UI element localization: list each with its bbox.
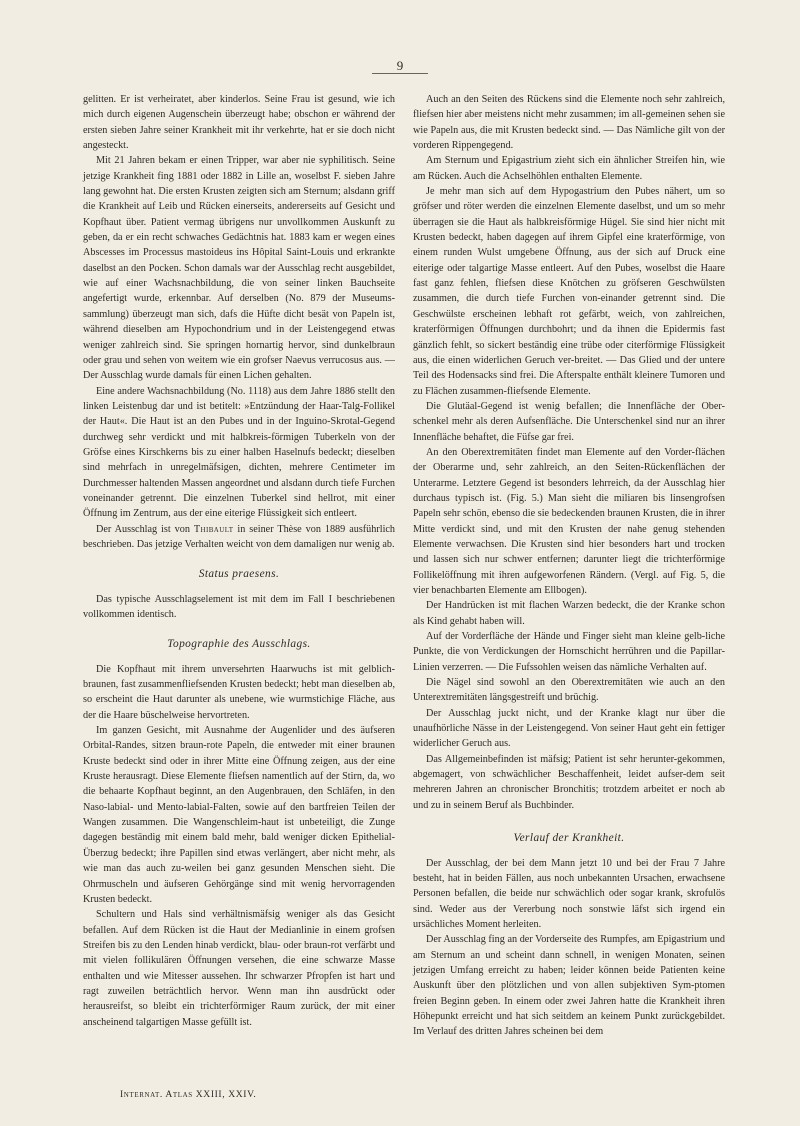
paragraph: Am Sternum und Epigastrium zieht sich ein ähnlicher Streifen hin, wie am Rücken. Auch die Achselhöhlen enthalten Elemente. — [413, 155, 725, 182]
paragraph: Der Ausschlag fing an der Vorderseite des Rumpfes, am Epigastrium und am Sternum an und scheint dann schnell, in wenigen Monaten, seinen jetzigen Umfang erreicht zu haben; leider können beide Patienten keine Auskunft über den plötzlichen und von allen subjektiven Sym-ptomen freien Beginn geben. In einem oder zwei Jahren hatte die Krankheit ihren Höhepunkt erreicht und hat sich seitdem an keinem Punkt zurückgebildet. Im Verlauf des dritten Jahres scheinen bei dem — [413, 934, 725, 1038]
paragraph: An den Oberextremitäten findet man Elemente auf den Vorder-flächen der Oberarme und, sehr zahlreich, an den Seiten-Rückenflächen der Unterarme. Letztere Gegend ist besonders lehrreich, da der Ausschlag hier durchaus typisch ist. (Fig. 5.) Man sieht die miliaren bis linsengrofsen Papeln sehr schön, ebenso die sie bedeckenden braunen Krusten, die in ihrer Mitte verdickt sind, und mit den Krusten der nahe genug stehenden Elemente verwachsen. Die Krusten sind hier besonders hart und trocken und lassen sich nur schwer entfernen; darunter liegt die trichterförmige Follikelöffnung mit ihren aufgeworfenen Rändern. (Vergl. auf Fig. 5, die vier benachbarten Elemente am Ellbogen). — [413, 446, 725, 596]
paragraph: Im ganzen Gesicht, mit Ausnahme der Augenlider und des äufseren Orbital-Randes, sitzen braun-rote Papeln, die entweder mit einer braunen Kruste bedeckt sind oder in ihrer Mitte eine Öffnung zeigen, aus der eine Kruste herausragt. Diese Elemente fliefsen namentlich auf der Stirn, da, wo die behaarte Kopfhaut beginnt, an den Augenbrauen, den Schläfen, in den Naso-labial- und Mento-labial-Falten, sowie auf den bartfreien Teilen der Wangen zusammen. Die Wangenschleim-haut ist unbeteiligt, die Zunge dagegen beständig mit einem bald mehr, bald weniger dicken Epithelial-Überzug bedeckt; ihre Papillen sind etwas verlängert, aber nicht mehr, als wie man das auch zu-weilen bei ganz gesunden Menschen sieht. Die Ohrmuscheln und äufseren Gehörgänge sind mit wenig hervorragenden Krusten bedeckt. — [83, 725, 395, 905]
section-heading-topography: Topographie des Ausschlags. — [167, 638, 311, 651]
paragraph: Eine andere Wachsnachbildung (No. 1118) aus dem Jahre 1886 stellt den linken Leistenbug dar und ist betitelt: »Entzündung der Haar-Talg-Follikel der Haut«. Die Haut ist an den Pubes und in der Inguino-Skrotal-Gegend durchweg sehr verdickt und mit halbkreis-förmigen Tuberkeln von der Gröfse eines Kirschkerns bis zu einer halben Haselnufs bedeckt; dieselben sind mehrfach in unregelmäfsigen, dichten, mehrere Centimeter im Durchmesser haltenden Massen angeordnet und alsdann durch tiefe Furchen voneinander getrennt. Die einzelnen Tuberkel sind hellrot, mit einer Öffnung im Zentrum, aus der eine eiterige Flüssigkeit sich entleert. — [83, 385, 395, 520]
paragraph: Die Glutäal-Gegend ist wenig befallen; die Innenfläche der Ober-schenkel mehr als deren Aufsenfläche. Die Unterschenkel sind nur an ihrer Innenfläche behaftet, die Füfse gar frei. — [413, 400, 725, 443]
paragraph: Die Kopfhaut mit ihrem unversehrten Haarwuchs ist mit gelblich-braunen, fast zusammenfliefsenden Krusten bedeckt; hebt man dieselben ab, so erscheint die Haut darunter als unebene, wie wurmstichige Fläche, aus der die Haare büschelweise hervortreten. — [83, 663, 395, 721]
section-heading-course: Verlauf der Krankheit. — [513, 832, 625, 845]
paragraph: gelitten. Er ist verheiratet, aber kinderlos. Seine Frau ist gesund, wie ich mich durch eigenen Augenschein überzeugt habe; obschon er während der ersten sieben Jahre seiner Krankheit mit ihr verkehrte, hat er sie doch nicht angesteckt. — [83, 94, 395, 152]
paragraph — [83, 522, 395, 553]
paragraph: Der Ausschlag, der bei dem Mann jetzt 10 und bei der Frau 7 Jahre besteht, hat in beiden Fällen, aus noch unbekannten Ursachen, erwachsene Personen befallen, die beide nur schwächlich oder sogar krank, skrofulös sind. Weder aus der Vererbung noch sonstwie läfst sich irgend ein ursächliches Moment herleiten. — [413, 857, 725, 930]
left-column — [83, 92, 395, 1030]
paragraph: Das typische Ausschlagselement ist mit dem im Fall I beschriebenen vollkommen identisch. — [83, 593, 395, 620]
paragraph: Auf der Vorderfläche der Hände und Finger sieht man kleine gelb-liche Punkte, die von Verdickungen der Hornschicht herrühren und die Papillar-Linien verzerren. — Die Fufssohlen weisen das nämliche Verhalten auf. — [413, 631, 725, 673]
header-rule — [372, 73, 428, 74]
author-name: Thibault — [193, 523, 234, 535]
paragraph: Auch an den Seiten des Rückens sind die Elemente noch sehr zahlreich, fliefsen hier aber meistens nicht mehr zusammen; im all-gemeinen sehen sie wie Papeln aus, die mit Krusten bedeckt sind. — Das Nämliche gilt von der vorderen Rippengegend. — [413, 94, 725, 152]
footer-citation: Internat. Atlas XXIII, XXIV. — [120, 1089, 257, 1100]
paragraph: Je mehr man sich auf dem Hypogastrium den Pubes nähert, um so gröfser und röter werden die einzelnen Elemente daselbst, und um so mehr überragen sie die Haut als halbkreisförmige Hügel. Sie sind hier nicht mit Krusten bedeckt, haben dagegen auf ihrem Gipfel eine kraterförmige, von einem runden Wulst umgebene Öffnung, aus der sich auf Druck eine eiterige oder talgartige Masse entleert. Auf den Pubes, woselbst die Haare fast ganz fehlen, fliefsen diese Knötchen zu gröfseren Geschwülsten zusammen, die durch tiefe Furchen von-einander getrennt sind. Die Geschwülste erscheinen lebhaft rot gefärbt, weich, von zahlreichen, kraterförmigen Öffnungen durchbohrt; und da ihnen die Epidermis fast gänzlich fehlt, so sickert beständig eine trübe oder citerförmige Flüssigkeit aus, die einen widerlichen Geruch ver-breitet. — Das Glied und der untere Teil des Hodensacks sind frei. Die Afterspalte enthält kleinere Tumoren und zu Flächen zusammen-fliefsende Elemente. — [413, 186, 725, 397]
paragraph: Mit 21 Jahren bekam er einen Tripper, war aber nie syphilitisch. Seine jetzige Krankheit fing 1881 oder 1882 in Lille an, woselbst F. sieben Jahre lang gewohnt hat. Die ersten Krusten zeigten sich am Sternum; alsdann griff die Krankheit auf Leib und Rücken einerseits, andererseits auf Gesicht und Kopfhaut über. Patient vermag übrigens nur unvollkommen Auskunft zu geben, da er ein recht schwaches Gedächtnis hat. 1883 kam er wegen eines Abscesses im Processus mastoideus ins Hôpital Saint-Louis und erkrankte daselbst an den Pocken. Schon damals war der Ausschlag recht ausgebildet, wie auf einer Wachsnachbildung, die von seiner linken Bauchseite angefertigt wurde, erkennbar. Auf derselben (No. 879 der Museums-sammlung) überzeugt man sich, dafs die Hüfte dicht besät von Papeln ist, während dieselben am Hypochondrium und in der Leistengegend etwas weniger zahlreich sind. Sie springen hornartig hervor, sind dunkelbraun oder grau und sehen von weitem wie ein grofser Naevus verrucosus aus. — Der Ausschlag wurde damals für einen Lichen gehalten. — [83, 155, 395, 382]
paragraph-text: in seiner Thèse von 1889 ausführlich beschrieben. Das jetzige Verhalten weicht von dem damaligen nur wenig ab. — [83, 523, 396, 550]
paragraph: Schultern und Hals sind verhältnismäfsig weniger als das Gesicht befallen. Auf dem Rücken ist die Haut der Medianlinie in einem grofsen Streifen bis zu den Lenden hinab verdickt, blau- oder braun-rot verfärbt und mit vielen follikulären Öffnungen versehen, die eine schwarze Masse enthalten und wie Mitesser aussehen. Ihr schwarzer Pfropfen ist hart und ragt zuweilen beträchtlich hervor. Wenn man ihn ausdrückt oder herausreifst, so bleibt ein trichterförmiger Raum zurück, der mit einer anscheinend talgartigen Masse gefüllt ist. — [83, 909, 395, 1028]
paragraph: Das Allgemeinbefinden ist mäfsig; Patient ist sehr herunter-gekommen, abgemagert, von schwächlicher Beschaffenheit, leidet aufser-dem seit mehreren Jahren an chronischer Bronchitis; trotzdem arbeitet er noch ab und zu in seinem Beruf als Buchbinder. — [413, 753, 725, 811]
paragraph-text: Der Ausschlag ist von — [96, 523, 190, 535]
page-number: 9 — [396, 58, 404, 73]
section-heading-status: Status praesens. — [198, 568, 280, 581]
right-column — [413, 92, 725, 1040]
paragraph: Der Handrücken ist mit flachen Warzen bedeckt, die der Kranke schon als Kind gehabt haben will. — [413, 600, 725, 627]
paragraph: Die Nägel sind sowohl an den Oberextremitäten wie auch an den Unterextremitäten längsgestreift und brüchig. — [413, 677, 725, 704]
paragraph: Der Ausschlag juckt nicht, und der Kranke klagt nur über die unaufhörliche Nässe in der Leistengegend. Von seiner Haut geht ein fettiger widerlicher Geruch aus. — [413, 707, 725, 750]
